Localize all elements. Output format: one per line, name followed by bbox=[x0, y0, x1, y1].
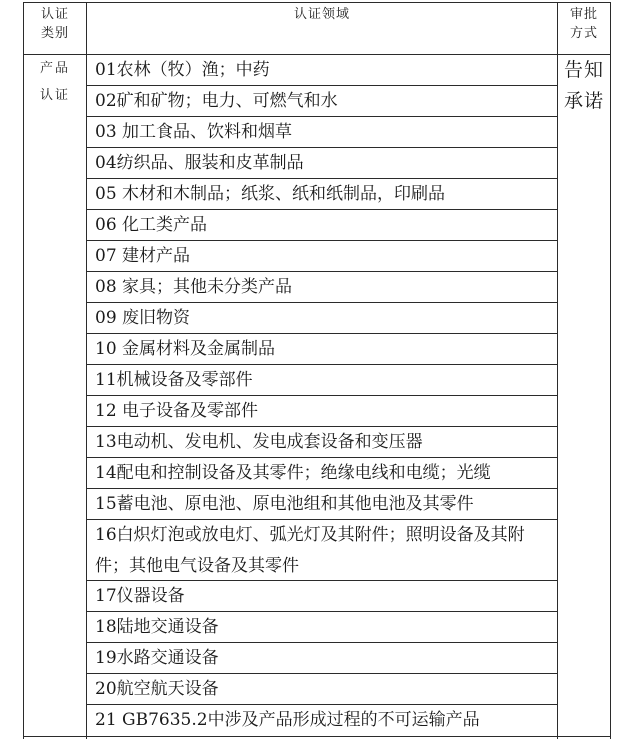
table-row: 19水路交通设备 bbox=[95, 648, 219, 668]
header-approval: 审批 方式 bbox=[569, 7, 598, 41]
table-row: 12 电子设备及零部件 bbox=[95, 401, 259, 421]
table-row: 06 化工类产品 bbox=[95, 215, 208, 235]
header-category: 认证 类别 bbox=[40, 7, 69, 41]
table-row: 09 废旧物资 bbox=[95, 308, 191, 328]
table-row: 15蓄电池、原电池、原电池组和其他电池及其零件 bbox=[95, 494, 474, 514]
table-border-top bbox=[23, 2, 610, 3]
category-cell bbox=[24, 55, 86, 109]
table-row: 11机械设备及零部件 bbox=[95, 370, 253, 390]
category-line: 认证 bbox=[39, 88, 70, 103]
category-line: 产品 bbox=[39, 61, 70, 76]
table-row: 01农林（牧）渔；中药 bbox=[95, 60, 270, 80]
table-row: 10 金属材料及金属制品 bbox=[95, 339, 276, 359]
table-border-left bbox=[23, 2, 24, 739]
table-row: 13电动机、发电机、发电成套设备和变压器 bbox=[95, 432, 423, 452]
table-row: 08 家具；其他未分类产品 bbox=[95, 277, 293, 297]
table-row: 18陆地交通设备 bbox=[95, 617, 219, 637]
table-row: 20航空航天设备 bbox=[95, 679, 219, 699]
table-row: 17仪器设备 bbox=[95, 586, 185, 606]
table-row: 03 加工食品、饮料和烟草 bbox=[95, 122, 293, 142]
table-row: 07 建材产品 bbox=[95, 246, 191, 266]
table-row: 16白炽灯泡或放电灯、弧光灯及其附件；照明设备及其附件；其他电气设备及其零件 bbox=[95, 525, 525, 576]
approval-cell bbox=[558, 55, 610, 117]
table-row: 02矿和矿物；电力、可燃气和水 bbox=[95, 91, 338, 111]
table-row: 21 GB7635.2中涉及产品形成过程的不可运输产品 bbox=[95, 710, 480, 730]
header-field: 认证领域 bbox=[293, 7, 350, 22]
approval-line: 承诺 bbox=[563, 90, 604, 112]
table-row: 14配电和控制设备及其零件；绝缘电线和电缆；光缆 bbox=[95, 463, 491, 483]
table-row: 05 木材和木制品；纸浆、纸和纸制品，印刷品 bbox=[95, 184, 446, 204]
approval-line: 告知 bbox=[563, 59, 604, 81]
table-row: 04纺织品、服装和皮革制品 bbox=[95, 153, 304, 173]
table-border-right bbox=[610, 2, 611, 739]
table-border-bottom bbox=[23, 736, 610, 737]
